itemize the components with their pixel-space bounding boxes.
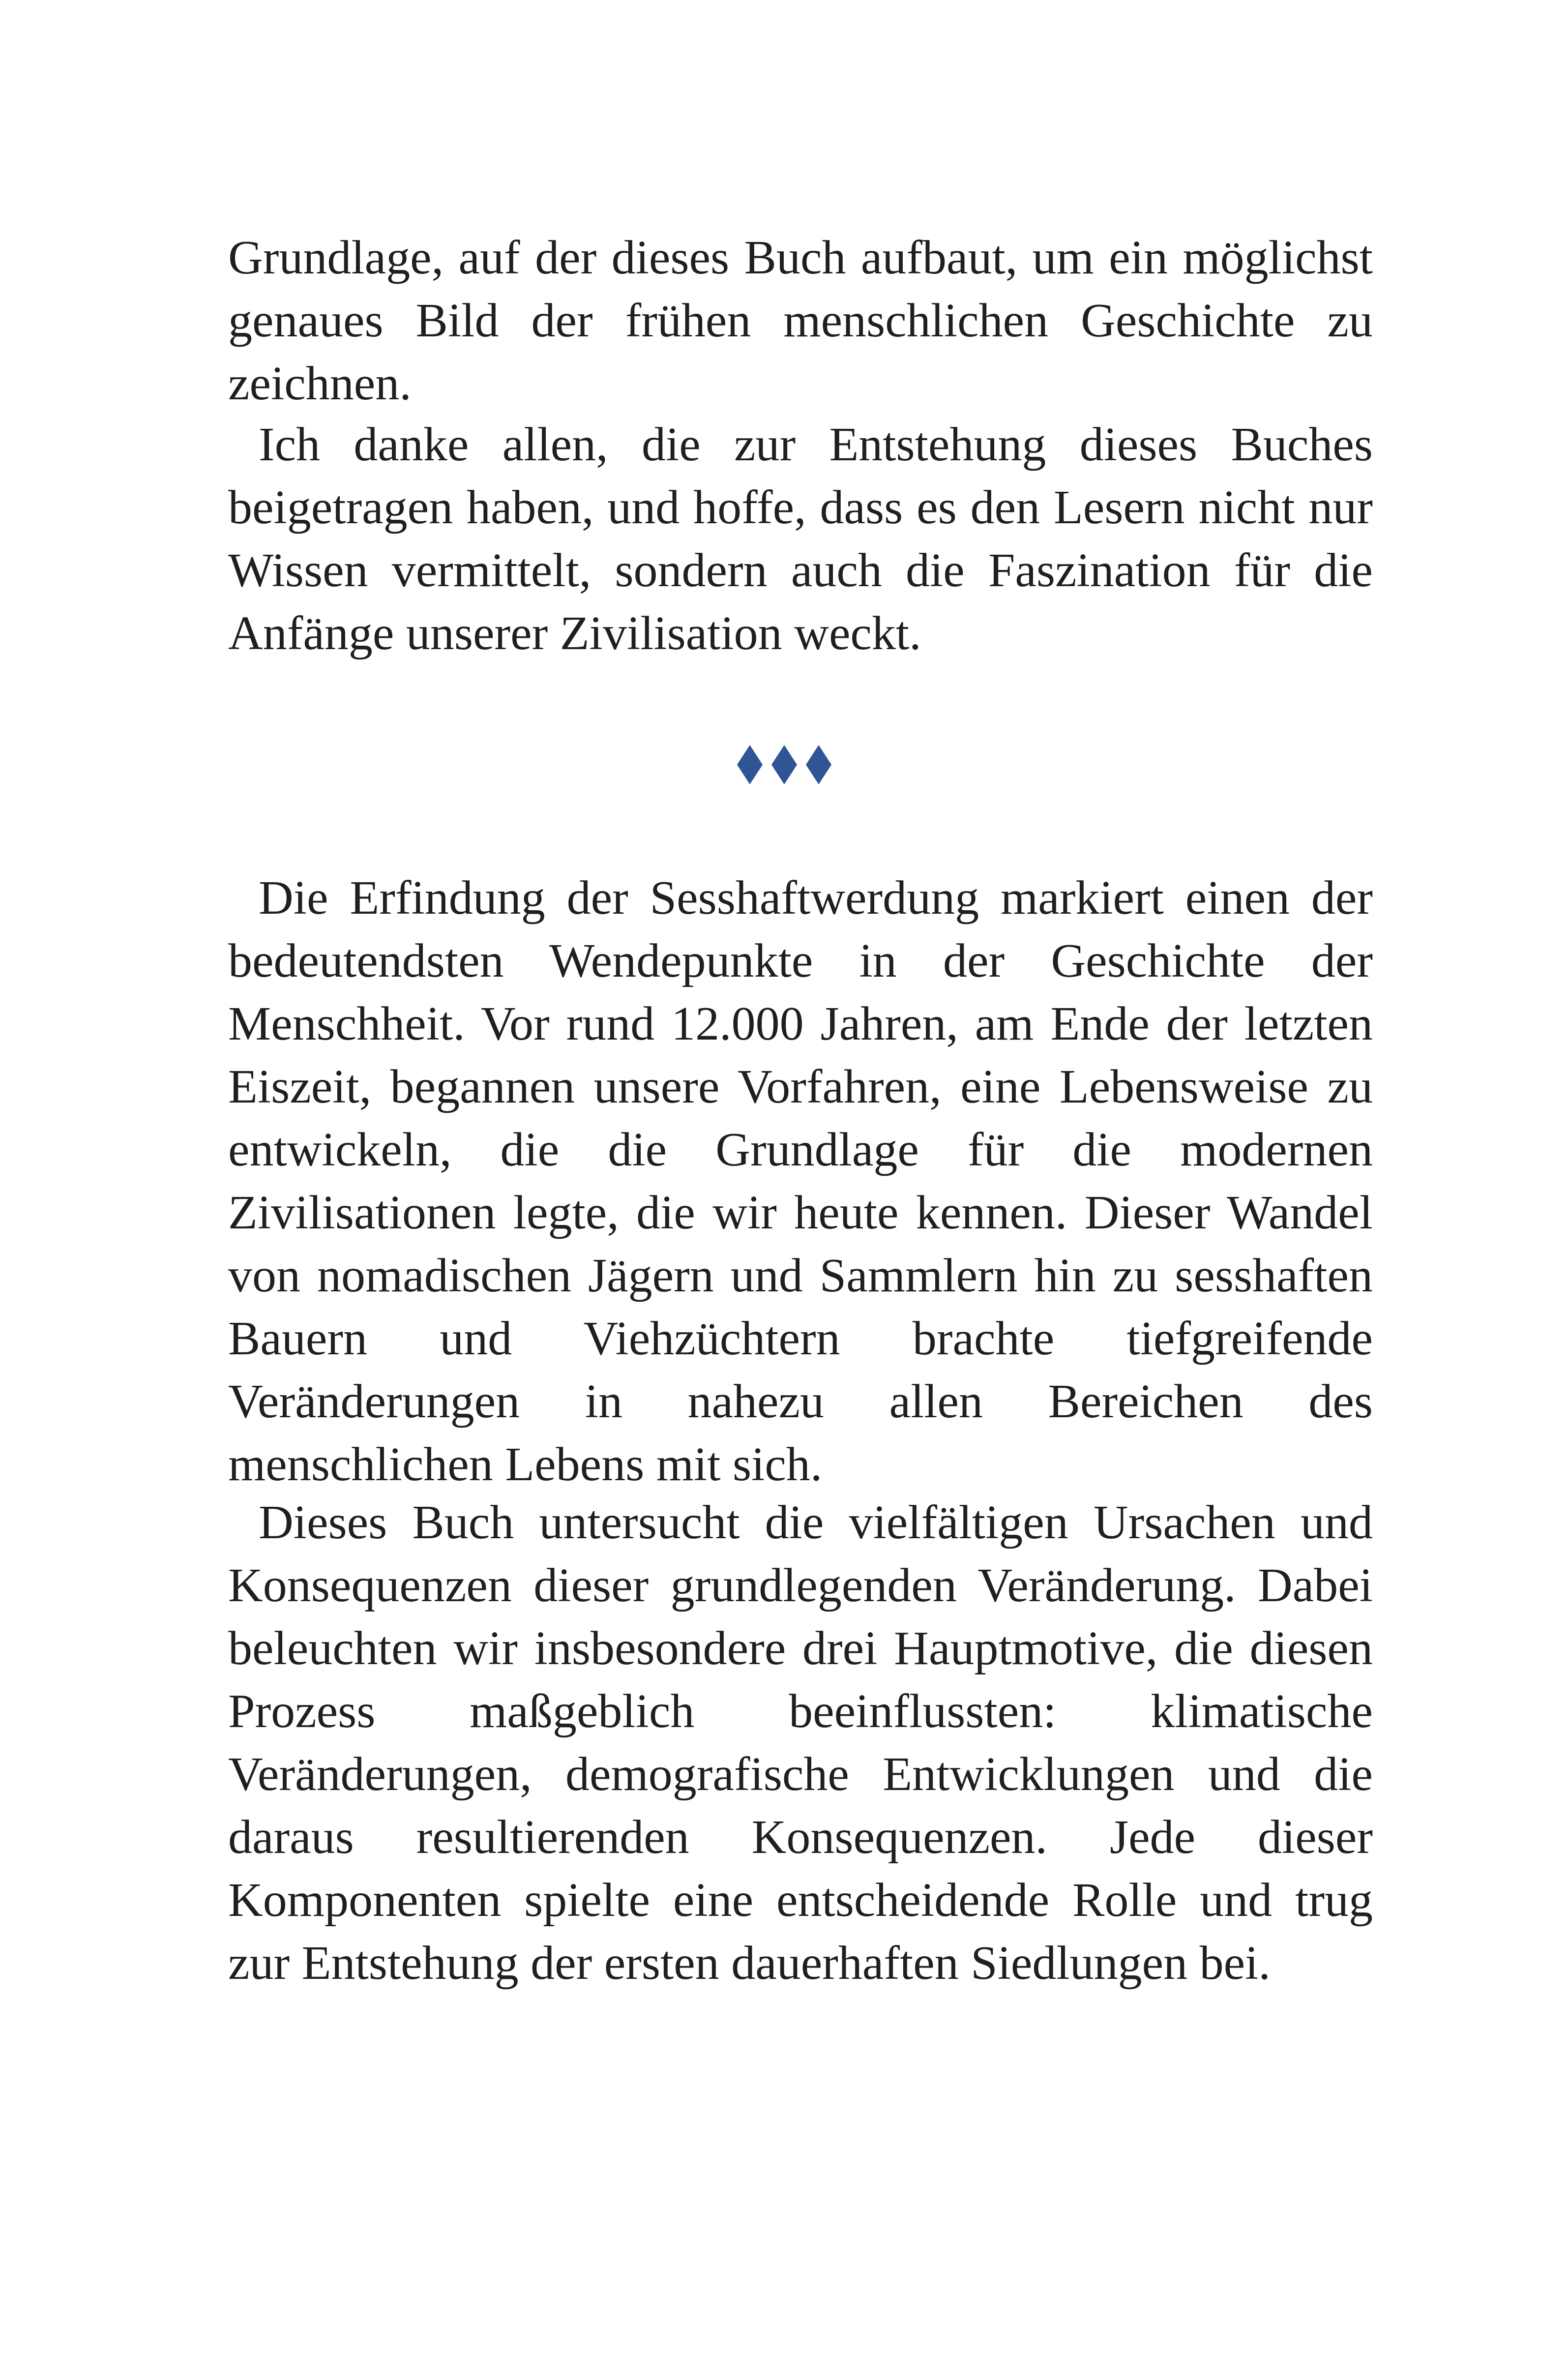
paragraph-text: Die Erfindung der Sesshaftwerdung markiert einen der bedeutendsten Wendepunkte in der Geschichte der Menschheit. Vor rund 12.000 Jahren, am Ende der letzten Eiszeit, begannen unsere Vorfahren, eine Lebensweise zu entwickeln, die die Grundlage für die modernen Zivilisationen legte, die wir heute kennen. Dieser Wandel von nomadischen Jägern und Sammlern hin zu sesshaften Bauern und Viehzüchtern brachte tiefgreifende Veränderungen in nahezu allen Bereichen des menschlichen Lebens mit sich. [228, 871, 1373, 1491]
diamond-icon [771, 745, 797, 784]
paragraph-text: Ich danke allen, die zur Entstehung dieses Buches beigetragen haben, und hoffe, dass es den Lesern nicht nur Wissen vermittelt, sondern auch die Faszination für die Anfänge unserer Zivilisation weckt. [228, 418, 1373, 660]
paragraph-text: Dieses Buch untersucht die vielfältigen Ursachen und Konsequenzen dieser grundlegenden Veränderung. Dabei beleuchten wir insbesondere drei Hauptmotive, die diesen Prozess maßgeblich beeinflussten: klimatische Veränderungen, demografische Entwicklungen und die daraus resultierenden Konsequenzen. Jede dieser Komponenten spielte eine entscheidende Rolle und trug zur Entstehung der ersten dauerhaften Siedlungen bei. [228, 1496, 1373, 1990]
paragraph-introduction [228, 866, 1373, 1496]
paragraph-book-overview [228, 1491, 1373, 1995]
section-divider-ornament [0, 738, 1568, 792]
paragraph-acknowledgement [228, 413, 1373, 665]
diamond-icon [737, 745, 763, 784]
diamond-icon [806, 745, 831, 784]
paragraph-continuation [228, 226, 1373, 415]
paragraph-text: Grundlage, auf der dieses Buch aufbaut, um ein möglichst genaues Bild der frühen menschlichen Geschichte zu zeichnen. [228, 231, 1373, 410]
